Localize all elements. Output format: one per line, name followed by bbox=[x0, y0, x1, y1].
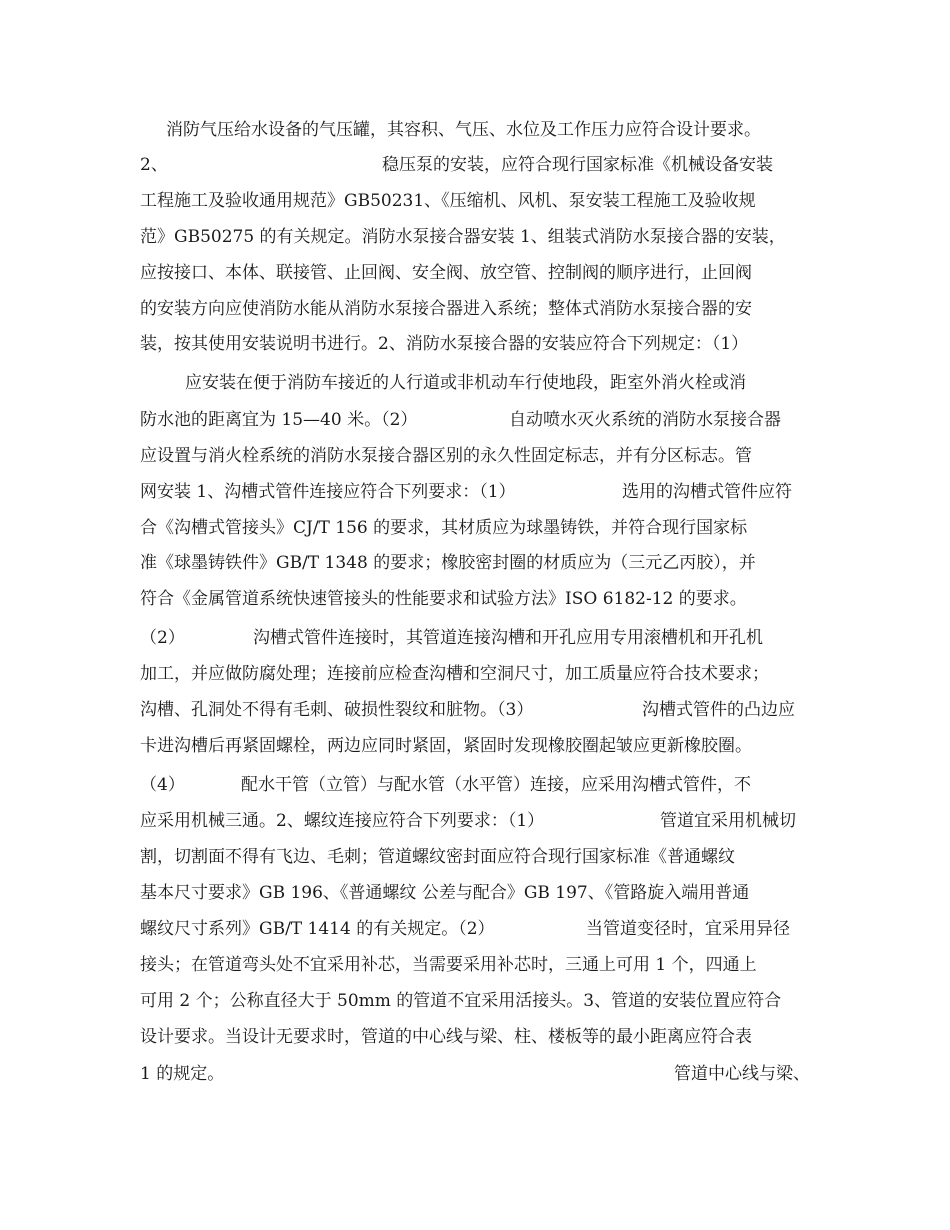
text-segment: 的安装方向应使消防水能从消防水泵接合器进入系统；整体式消防水泵接合器的安 bbox=[140, 299, 752, 319]
text-segment: 设计要求。当设计无要求时，管道的中心线与梁、柱、楼板等的最小距离应符合表 bbox=[140, 1027, 752, 1047]
text-segment: 准《球墨铸铁件》GB/T 1348 的要求；橡胶密封圈的材质应为（三元乙丙胶），并 bbox=[140, 553, 756, 573]
text-segment: 应安装在便于消防车接近的人行道或非机动车行使地段，距室外消火栓或消 bbox=[185, 373, 746, 393]
text-segment: 割，切割面不得有飞边、毛刺；管道螺纹密封面应符合现行国家标准《普通螺纹 bbox=[140, 847, 735, 867]
text-segment: 基本尺寸要求》GB 196、《普通螺纹 公差与配合》GB 197、《管路旋入端用普通 bbox=[140, 883, 750, 903]
text-segment: 应采用机械三通。2、螺纹连接应符合下列要求：（1） bbox=[140, 811, 545, 831]
text-segment: 自动喷水灭火系统的消防水泵接合器 bbox=[509, 410, 781, 430]
text-segment: 卡进沟槽后再紧固螺栓，两边应同时紧固，紧固时发现橡胶圈起皱应更新橡胶圈。 bbox=[140, 736, 752, 756]
text-segment: （2） bbox=[140, 628, 185, 648]
text-segment: 沟槽式管件连接时，其管道连接沟槽和开孔应用专用滚槽机和开孔机 bbox=[253, 628, 763, 648]
text-segment: 网安装 1、沟槽式管件连接应符合下列要求：（1） bbox=[140, 482, 516, 502]
text-segment: 稳压泵的安装，应符合现行国家标准《机械设备安装 bbox=[382, 155, 773, 175]
text-segment: 沟槽、孔洞处不得有毛刺、破损性裂纹和脏物。（3） bbox=[140, 700, 534, 720]
text-segment: 管道中心线与梁、 bbox=[674, 1064, 810, 1084]
text-segment: 范》GB50275 的有关规定。消防水泵接合器安装 1、组装式消防水泵接合器的安装， bbox=[140, 227, 786, 247]
text-segment: 应设置与消火栓系统的消防水泵接合器区别的永久性固定标志，并有分区标志。管 bbox=[140, 446, 752, 466]
text-segment: 防水池的距离宜为 15—40 米。（2） bbox=[140, 410, 418, 430]
text-segment: 工程施工及验收通用规范》GB50231、《压缩机、风机、泵安装工程施工及验收规 bbox=[140, 191, 756, 211]
text-segment: 螺纹尺寸系列》GB/T 1414 的有关规定。（2） bbox=[140, 919, 495, 939]
text-segment: 1 的规定。 bbox=[140, 1064, 225, 1084]
text-segment: 加工，并应做防腐处理；连接前应检查沟槽和空洞尺寸，加工质量应符合技术要求； bbox=[140, 664, 769, 684]
text-segment: 可用 2 个；公称直径大于 50mm 的管道不宜采用活接头。3、管道的安装位置应符合 bbox=[140, 991, 782, 1011]
text-segment: 合《沟槽式管接头》CJ/T 156 的要求，其材质应为球墨铸铁，并符合现行国家标 bbox=[140, 518, 748, 538]
text-segment: 接头；在管道弯头处不宜采用补芯，当需要采用补芯时，三通上可用 1 个，四通上 bbox=[140, 955, 757, 975]
text-segment: 2、 bbox=[140, 155, 168, 175]
text-segment: 配水干管（立管）与配水管（水平管）连接，应采用沟槽式管件，不 bbox=[241, 775, 751, 795]
text-segment: 沟槽式管件的凸边应 bbox=[642, 700, 795, 720]
text-segment: 选用的沟槽式管件应符 bbox=[622, 482, 792, 502]
text-segment: 当管道变径时，宜采用异径 bbox=[586, 919, 790, 939]
text-segment: 应按接口、本体、联接管、止回阀、安全阀、放空管、控制阀的顺序进行，止回阀 bbox=[140, 263, 752, 283]
text-segment: （4） bbox=[140, 775, 185, 795]
text-segment: 消防气压给水设备的气压罐，其容积、气压、水位及工作压力应符合设计要求。 bbox=[166, 120, 761, 140]
text-segment: 装，按其使用安装说明书进行。2、消防水泵接合器的安装应符合下列规定：（1） bbox=[140, 334, 749, 354]
text-segment: 符合《金属管道系统快速管接头的性能要求和试验方法》ISO 6182-12 的要求。 bbox=[140, 589, 747, 609]
text-segment: 管道宜采用机械切 bbox=[660, 811, 796, 831]
